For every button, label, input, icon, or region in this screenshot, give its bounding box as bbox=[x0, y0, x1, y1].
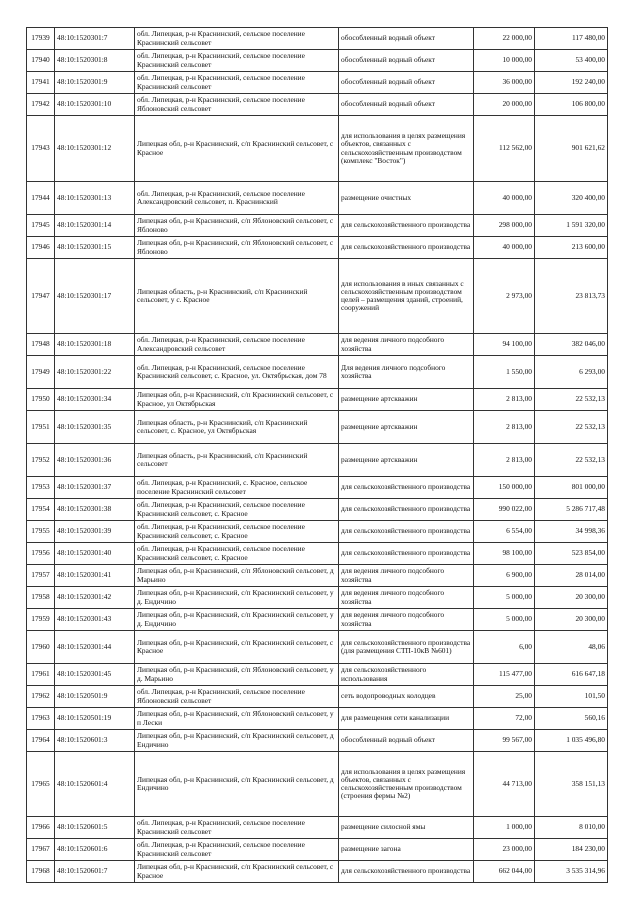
table-row bbox=[27, 609, 608, 631]
table-row bbox=[27, 50, 608, 72]
cadastral-number-cell: 48:10:1520601:7 bbox=[55, 861, 135, 883]
cadastral-number-cell: 48:10:1520301:14 bbox=[55, 215, 135, 237]
permitted-use-cell: для размещения сети канализации bbox=[339, 708, 474, 730]
permitted-use-cell: обособленный водный объект bbox=[339, 28, 474, 50]
cadastral-number-cell: 48:10:1520601:4 bbox=[55, 752, 135, 817]
address-cell: обл. Липецкая, р-н Краснинский, сельское поселение Александровский сельсовет, п. Краснинский bbox=[135, 182, 339, 215]
row-number-cell: 17958 bbox=[27, 587, 55, 609]
address-cell: обл. Липецкая, р-н Краснинский, сельское поселение Краснинский сельсовет, с. Красное bbox=[135, 543, 339, 565]
address-cell: обл. Липецкая, р-н Краснинский, сельское поселение Краснинский сельсовет bbox=[135, 50, 339, 72]
permitted-use-cell: сеть водопроводных колодцев bbox=[339, 686, 474, 708]
cadastral-value-cell: 20 300,00 bbox=[535, 609, 608, 631]
table-row bbox=[27, 215, 608, 237]
table-row bbox=[27, 94, 608, 116]
address-cell: Липецкая обл, р-н Краснинский, с/п Краснинский сельсовет, с Красное, ул Октябрьская bbox=[135, 389, 339, 411]
table-row bbox=[27, 752, 608, 817]
row-number-cell: 17945 bbox=[27, 215, 55, 237]
row-number-cell: 17962 bbox=[27, 686, 55, 708]
table-row bbox=[27, 389, 608, 411]
land-registry-table bbox=[26, 27, 608, 883]
cadastral-value-cell: 34 998,36 bbox=[535, 521, 608, 543]
cadastral-value-cell: 48,06 bbox=[535, 631, 608, 664]
row-number-cell: 17946 bbox=[27, 237, 55, 259]
cadastral-number-cell: 48:10:1520301:40 bbox=[55, 543, 135, 565]
address-cell: обл. Липецкая, р-н Краснинский, с. Красное, сельское поселение Краснинский сельсовет bbox=[135, 477, 339, 499]
area-cell: 6 554,00 bbox=[474, 521, 535, 543]
area-cell: 44 713,00 bbox=[474, 752, 535, 817]
cadastral-number-cell: 48:10:1520301:43 bbox=[55, 609, 135, 631]
cadastral-number-cell: 48:10:1520301:45 bbox=[55, 664, 135, 686]
area-cell: 6 900,00 bbox=[474, 565, 535, 587]
table-row bbox=[27, 817, 608, 839]
address-cell: Липецкая обл, р-н Краснинский, с/п Яблоновский сельсовет, у д. Марьино bbox=[135, 664, 339, 686]
row-number-cell: 17960 bbox=[27, 631, 55, 664]
permitted-use-cell: для сельскохозяйственного производства bbox=[339, 861, 474, 883]
cadastral-value-cell: 28 014,00 bbox=[535, 565, 608, 587]
area-cell: 115 477,00 bbox=[474, 664, 535, 686]
table-body bbox=[27, 28, 608, 883]
cadastral-number-cell: 48:10:1520301:9 bbox=[55, 72, 135, 94]
area-cell: 23 000,00 bbox=[474, 839, 535, 861]
area-cell: 40 000,00 bbox=[474, 237, 535, 259]
area-cell: 1 000,00 bbox=[474, 817, 535, 839]
row-number-cell: 17944 bbox=[27, 182, 55, 215]
cadastral-value-cell: 3 535 314,96 bbox=[535, 861, 608, 883]
address-cell: Липецкая область, р-н Краснинский, с/п Краснинский сельсовет bbox=[135, 444, 339, 477]
permitted-use-cell: размещение загона bbox=[339, 839, 474, 861]
table-row bbox=[27, 237, 608, 259]
area-cell: 36 000,00 bbox=[474, 72, 535, 94]
cadastral-value-cell: 8 010,00 bbox=[535, 817, 608, 839]
cadastral-value-cell: 23 813,73 bbox=[535, 259, 608, 334]
permitted-use-cell: Для ведения личного подсобного хозяйства bbox=[339, 356, 474, 389]
permitted-use-cell: обособленный водный объект bbox=[339, 730, 474, 752]
cadastral-value-cell: 1 035 496,80 bbox=[535, 730, 608, 752]
cadastral-number-cell: 48:10:1520301:42 bbox=[55, 587, 135, 609]
row-number-cell: 17941 bbox=[27, 72, 55, 94]
cadastral-number-cell: 48:10:1520301:7 bbox=[55, 28, 135, 50]
permitted-use-cell: для сельскохозяйственного производства bbox=[339, 543, 474, 565]
cadastral-value-cell: 117 480,00 bbox=[535, 28, 608, 50]
table-row bbox=[27, 444, 608, 477]
cadastral-value-cell: 1 591 320,00 bbox=[535, 215, 608, 237]
address-cell: обл. Липецкая, р-н Краснинский, сельское поселение Краснинский сельсовет bbox=[135, 72, 339, 94]
permitted-use-cell: для сельскохозяйственного производства bbox=[339, 215, 474, 237]
row-number-cell: 17942 bbox=[27, 94, 55, 116]
row-number-cell: 17959 bbox=[27, 609, 55, 631]
cadastral-number-cell: 48:10:1520301:36 bbox=[55, 444, 135, 477]
cadastral-value-cell: 5 286 717,48 bbox=[535, 499, 608, 521]
cadastral-value-cell: 213 600,00 bbox=[535, 237, 608, 259]
area-cell: 2 973,00 bbox=[474, 259, 535, 334]
address-cell: Липецкая обл, р-н Краснинский, с/п Яблоновский сельсовет, у п Лески bbox=[135, 708, 339, 730]
address-cell: обл. Липецкая, р-н Краснинский, сельское поселение Яблоновский сельсовет bbox=[135, 94, 339, 116]
address-cell: Липецкая обл, р-н Краснинский, с/п Яблоновский сельсовет, с Яблоново bbox=[135, 215, 339, 237]
area-cell: 6,00 bbox=[474, 631, 535, 664]
table-row bbox=[27, 686, 608, 708]
cadastral-value-cell: 22 532,13 bbox=[535, 444, 608, 477]
cadastral-number-cell: 48:10:1520301:12 bbox=[55, 116, 135, 182]
cadastral-value-cell: 801 000,00 bbox=[535, 477, 608, 499]
area-cell: 5 000,00 bbox=[474, 587, 535, 609]
cadastral-number-cell: 48:10:1520301:38 bbox=[55, 499, 135, 521]
area-cell: 72,00 bbox=[474, 708, 535, 730]
address-cell: Липецкая обл, р-н Краснинский, с/п Краснинский сельсовет, у д. Ендичино bbox=[135, 609, 339, 631]
row-number-cell: 17950 bbox=[27, 389, 55, 411]
row-number-cell: 17961 bbox=[27, 664, 55, 686]
table-row bbox=[27, 839, 608, 861]
row-number-cell: 17964 bbox=[27, 730, 55, 752]
cadastral-number-cell: 48:10:1520301:41 bbox=[55, 565, 135, 587]
cadastral-number-cell: 48:10:1520301:22 bbox=[55, 356, 135, 389]
table-row bbox=[27, 565, 608, 587]
area-cell: 94 100,00 bbox=[474, 334, 535, 356]
table-row bbox=[27, 28, 608, 50]
table-row bbox=[27, 730, 608, 752]
cadastral-value-cell: 382 046,00 bbox=[535, 334, 608, 356]
permitted-use-cell: для использования в целях размещения объектов, связанных с сельскохозяйственным производством (комплекс "Восток") bbox=[339, 116, 474, 182]
address-cell: Липецкая обл, р-н Краснинский, с/п Краснинский сельсовет, с Красное bbox=[135, 631, 339, 664]
cadastral-value-cell: 358 151,13 bbox=[535, 752, 608, 817]
row-number-cell: 17953 bbox=[27, 477, 55, 499]
row-number-cell: 17963 bbox=[27, 708, 55, 730]
permitted-use-cell: для использования в целях размещения объектов, связанных с сельскохозяйственным производством (строения фермы №2) bbox=[339, 752, 474, 817]
address-cell: Липецкая обл, р-н Краснинский, с/п Краснинский сельсовет, с Красное bbox=[135, 861, 339, 883]
address-cell: Липецкая обл, р-н Краснинский, с/п Краснинский сельсовет, д Ендичино bbox=[135, 752, 339, 817]
permitted-use-cell: для сельскохозяйственного производства bbox=[339, 237, 474, 259]
permitted-use-cell: размещение артскважин bbox=[339, 444, 474, 477]
row-number-cell: 17965 bbox=[27, 752, 55, 817]
row-number-cell: 17955 bbox=[27, 521, 55, 543]
table-row bbox=[27, 587, 608, 609]
table-row bbox=[27, 477, 608, 499]
address-cell: обл. Липецкая, р-н Краснинский, сельское поселение Краснинский сельсовет bbox=[135, 28, 339, 50]
permitted-use-cell: обособленный водный объект bbox=[339, 94, 474, 116]
address-cell: обл. Липецкая, р-н Краснинский, сельское поселение Краснинский сельсовет, с. Красное bbox=[135, 521, 339, 543]
table-row bbox=[27, 259, 608, 334]
area-cell: 10 000,00 bbox=[474, 50, 535, 72]
table-row bbox=[27, 861, 608, 883]
cadastral-number-cell: 48:10:1520301:8 bbox=[55, 50, 135, 72]
permitted-use-cell: для сельскохозяйственного производства bbox=[339, 499, 474, 521]
permitted-use-cell: для ведения личного подсобного хозяйства bbox=[339, 565, 474, 587]
cadastral-value-cell: 616 647,18 bbox=[535, 664, 608, 686]
address-cell: Липецкая обл, р-н Краснинский, с/п Краснинский сельсовет, д Ендичино bbox=[135, 730, 339, 752]
area-cell: 40 000,00 bbox=[474, 182, 535, 215]
cadastral-number-cell: 48:10:1520301:39 bbox=[55, 521, 135, 543]
permitted-use-cell: размещение артскважин bbox=[339, 389, 474, 411]
address-cell: обл. Липецкая, р-н Краснинский, сельское поселение Краснинский сельсовет bbox=[135, 839, 339, 861]
cadastral-number-cell: 48:10:1520301:35 bbox=[55, 411, 135, 444]
cadastral-value-cell: 523 854,00 bbox=[535, 543, 608, 565]
area-cell: 662 044,00 bbox=[474, 861, 535, 883]
table-row bbox=[27, 521, 608, 543]
area-cell: 25,00 bbox=[474, 686, 535, 708]
row-number-cell: 17943 bbox=[27, 116, 55, 182]
table-row bbox=[27, 356, 608, 389]
table-row bbox=[27, 499, 608, 521]
permitted-use-cell: для использования в иных связанных с сельскохозяйственным производством целей – размещения зданий, строений, сооружений bbox=[339, 259, 474, 334]
row-number-cell: 17956 bbox=[27, 543, 55, 565]
row-number-cell: 17947 bbox=[27, 259, 55, 334]
row-number-cell: 17948 bbox=[27, 334, 55, 356]
area-cell: 298 000,00 bbox=[474, 215, 535, 237]
area-cell: 2 813,00 bbox=[474, 389, 535, 411]
address-cell: Липецкая область, р-н Краснинский, с/п Краснинский сельсовет, у с. Красное bbox=[135, 259, 339, 334]
area-cell: 98 100,00 bbox=[474, 543, 535, 565]
cadastral-number-cell: 48:10:1520301:13 bbox=[55, 182, 135, 215]
permitted-use-cell: для сельскохозяйственного производства (для размещения СТП-10кВ №601) bbox=[339, 631, 474, 664]
table-row bbox=[27, 708, 608, 730]
address-cell: Липецкая область, р-н Краснинский, с/п Краснинский сельсовет, с. Красное, ул Октябрьская bbox=[135, 411, 339, 444]
table-row bbox=[27, 411, 608, 444]
area-cell: 112 562,00 bbox=[474, 116, 535, 182]
cadastral-number-cell: 48:10:1520301:15 bbox=[55, 237, 135, 259]
area-cell: 150 000,00 bbox=[474, 477, 535, 499]
table-row bbox=[27, 664, 608, 686]
row-number-cell: 17957 bbox=[27, 565, 55, 587]
cadastral-number-cell: 48:10:1520301:17 bbox=[55, 259, 135, 334]
cadastral-number-cell: 48:10:1520501:19 bbox=[55, 708, 135, 730]
address-cell: Липецкая обл, р-н Краснинский, с/п Краснинский сельсовет, с Красное bbox=[135, 116, 339, 182]
row-number-cell: 17939 bbox=[27, 28, 55, 50]
cadastral-number-cell: 48:10:1520601:3 bbox=[55, 730, 135, 752]
address-cell: обл. Липецкая, р-н Краснинский, сельское поселение Александровский сельсовет bbox=[135, 334, 339, 356]
permitted-use-cell: размещение очистных bbox=[339, 182, 474, 215]
address-cell: Липецкая обл, р-н Краснинский, с/п Краснинский сельсовет, у д. Ендичино bbox=[135, 587, 339, 609]
permitted-use-cell: для сельскохозяйственного производства bbox=[339, 521, 474, 543]
row-number-cell: 17968 bbox=[27, 861, 55, 883]
permitted-use-cell: размещение силосной ямы bbox=[339, 817, 474, 839]
cadastral-number-cell: 48:10:1520301:10 bbox=[55, 94, 135, 116]
cadastral-value-cell: 560,16 bbox=[535, 708, 608, 730]
cadastral-number-cell: 48:10:1520301:44 bbox=[55, 631, 135, 664]
permitted-use-cell: размещение артскважин bbox=[339, 411, 474, 444]
permitted-use-cell: обособленный водный объект bbox=[339, 50, 474, 72]
cadastral-number-cell: 48:10:1520601:6 bbox=[55, 839, 135, 861]
area-cell: 2 813,00 bbox=[474, 411, 535, 444]
cadastral-number-cell: 48:10:1520301:34 bbox=[55, 389, 135, 411]
permitted-use-cell: для ведения личного подсобного хозяйства bbox=[339, 609, 474, 631]
table-row bbox=[27, 116, 608, 182]
cadastral-number-cell: 48:10:1520601:5 bbox=[55, 817, 135, 839]
table-row bbox=[27, 334, 608, 356]
permitted-use-cell: для ведения личного подсобного хозяйства bbox=[339, 587, 474, 609]
address-cell: обл. Липецкая, р-н Краснинский, сельское поселение Краснинский сельсовет, с. Красное bbox=[135, 499, 339, 521]
cadastral-value-cell: 53 400,00 bbox=[535, 50, 608, 72]
permitted-use-cell: обособленный водный объект bbox=[339, 72, 474, 94]
table-row bbox=[27, 631, 608, 664]
cadastral-value-cell: 101,50 bbox=[535, 686, 608, 708]
cadastral-value-cell: 184 230,00 bbox=[535, 839, 608, 861]
cadastral-value-cell: 6 293,00 bbox=[535, 356, 608, 389]
row-number-cell: 17951 bbox=[27, 411, 55, 444]
area-cell: 20 000,00 bbox=[474, 94, 535, 116]
table-row bbox=[27, 182, 608, 215]
cadastral-value-cell: 901 621,62 bbox=[535, 116, 608, 182]
cadastral-value-cell: 22 532,13 bbox=[535, 411, 608, 444]
area-cell: 990 022,00 bbox=[474, 499, 535, 521]
address-cell: Липецкая обл, р-н Краснинский, с/п Яблоновский сельсовет, с Яблоново bbox=[135, 237, 339, 259]
address-cell: Липецкая обл, р-н Краснинский, с/п Яблоновский сельсовет, д Марьино bbox=[135, 565, 339, 587]
row-number-cell: 17966 bbox=[27, 817, 55, 839]
row-number-cell: 17954 bbox=[27, 499, 55, 521]
cadastral-value-cell: 320 400,00 bbox=[535, 182, 608, 215]
permitted-use-cell: для ведения личного подсобного хозяйства bbox=[339, 334, 474, 356]
area-cell: 5 000,00 bbox=[474, 609, 535, 631]
cadastral-number-cell: 48:10:1520501:9 bbox=[55, 686, 135, 708]
area-cell: 2 813,00 bbox=[474, 444, 535, 477]
address-cell: обл. Липецкая, р-н Краснинский, сельское поселение Краснинский сельсовет, с. Красное, ул. Октябрьская, дом 78 bbox=[135, 356, 339, 389]
cadastral-value-cell: 106 800,00 bbox=[535, 94, 608, 116]
area-cell: 99 567,00 bbox=[474, 730, 535, 752]
table-row bbox=[27, 72, 608, 94]
cadastral-number-cell: 48:10:1520301:18 bbox=[55, 334, 135, 356]
row-number-cell: 17967 bbox=[27, 839, 55, 861]
address-cell: обл. Липецкая, р-н Краснинский, сельское поселение Краснинский сельсовет bbox=[135, 817, 339, 839]
permitted-use-cell: для сельскохозяйственного производства bbox=[339, 477, 474, 499]
permitted-use-cell: для сельскохозяйственного использования bbox=[339, 664, 474, 686]
row-number-cell: 17940 bbox=[27, 50, 55, 72]
cadastral-value-cell: 192 240,00 bbox=[535, 72, 608, 94]
cadastral-number-cell: 48:10:1520301:37 bbox=[55, 477, 135, 499]
row-number-cell: 17952 bbox=[27, 444, 55, 477]
area-cell: 22 000,00 bbox=[474, 28, 535, 50]
cadastral-value-cell: 22 532,13 bbox=[535, 389, 608, 411]
address-cell: обл. Липецкая, р-н Краснинский, сельское поселение Яблоновский сельсовет bbox=[135, 686, 339, 708]
table-row bbox=[27, 543, 608, 565]
area-cell: 1 550,00 bbox=[474, 356, 535, 389]
row-number-cell: 17949 bbox=[27, 356, 55, 389]
cadastral-value-cell: 20 300,00 bbox=[535, 587, 608, 609]
